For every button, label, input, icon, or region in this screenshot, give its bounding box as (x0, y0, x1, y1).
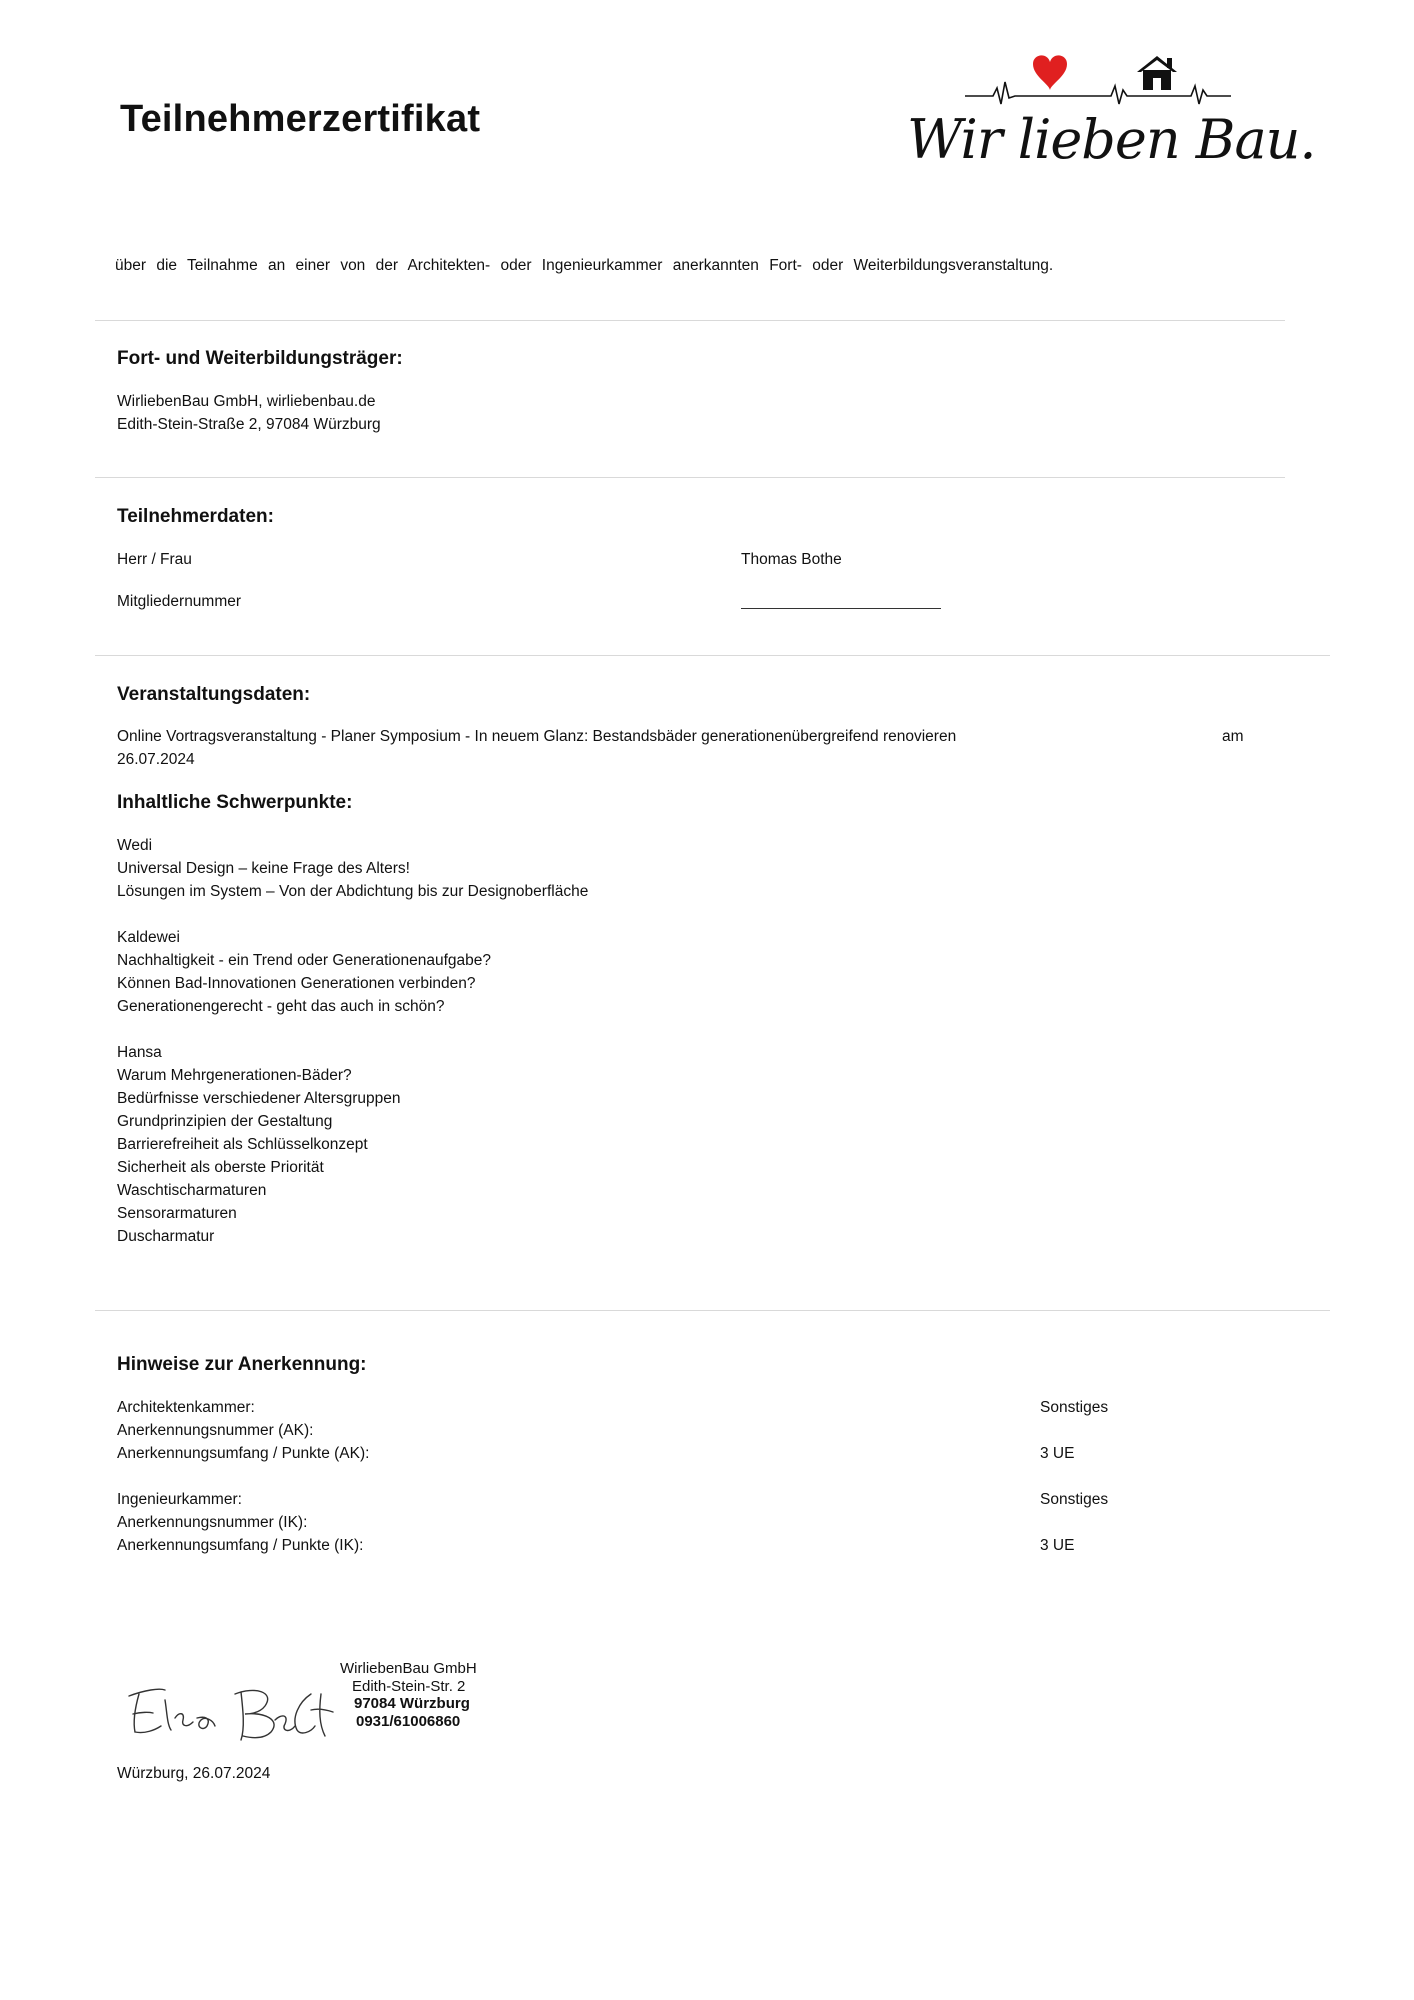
company-stamp (340, 1660, 477, 1730)
topic-item: Grundprinzipien der Gestaltung (117, 1113, 333, 1130)
divider (95, 655, 1330, 656)
topic-item: Duscharmatur (117, 1228, 215, 1245)
event-date-prefix: am (1222, 728, 1244, 745)
stamp-line-4: 0931/61006860 (356, 1712, 461, 1730)
event-description: Online Vortragsveranstaltung - Planer Symposium - In neuem Glanz: Bestandsbäder generationenübergreifend renovieren (117, 728, 957, 745)
ak-chamber-label: Architektenkammer: (117, 1399, 255, 1416)
content-topics (117, 834, 588, 1248)
place-date: Würzburg, 26.07.2024 (117, 1765, 271, 1782)
topic-item: Universal Design – keine Frage des Alters! (117, 860, 410, 877)
logo-wordmark: Wir lieben Bau. (907, 108, 1316, 171)
provider-line-1: WirliebenBau GmbH, wirliebenbau.de (117, 393, 376, 410)
topic-group-title: Wedi (117, 837, 153, 854)
signature (125, 1680, 335, 1755)
ik-chamber-label: Ingenieurkammer: (117, 1491, 242, 1508)
provider-address (117, 390, 381, 436)
topic-spacer (117, 903, 588, 926)
handwritten-signature (125, 1680, 335, 1750)
ak-chamber-value: Sonstiges (1040, 1399, 1109, 1416)
certificate-title: Teilnehmerzertifikat (120, 98, 481, 140)
recognition-values (1040, 1396, 1108, 1557)
recognition-spacer (1040, 1511, 1108, 1534)
divider (95, 320, 1285, 321)
ik-chamber-value: Sonstiges (1040, 1491, 1109, 1508)
topic-item: Waschtischarmaturen (117, 1182, 267, 1199)
ik-number-label: Anerkennungsnummer (IK): (117, 1514, 308, 1531)
topic-item: Sicherheit als oberste Priorität (117, 1159, 324, 1176)
recognition-spacer (1040, 1465, 1108, 1488)
member-number-value (741, 588, 941, 609)
recognition-labels (117, 1396, 369, 1557)
recognition-spacer (1040, 1419, 1108, 1442)
topic-item: Sensorarmaturen (117, 1205, 237, 1222)
house-icon (1137, 56, 1177, 90)
certificate-intro: über die Teilnahme an einer von der Architekten- oder Ingenieurkammer anerkannten Fort- oder Weiterbildungsveranstaltung. (115, 257, 1054, 274)
topic-item: Lösungen im System – Von der Abdichtung bis zur Designoberfläche (117, 883, 589, 900)
topic-group-title: Kaldewei (117, 929, 180, 946)
company-logo (905, 52, 1316, 192)
divider (95, 1310, 1330, 1311)
topic-item: Barrierefreiheit als Schlüsselkonzept (117, 1136, 368, 1153)
participant-heading: Teilnehmerdaten: (117, 506, 274, 527)
provider-line-2: Edith-Stein-Straße 2, 97084 Würzburg (117, 416, 381, 433)
topic-item: Bedürfnisse verschiedener Altersgruppen (117, 1090, 401, 1107)
ak-number-label: Anerkennungsnummer (AK): (117, 1422, 314, 1439)
topic-item: Können Bad-Innovationen Generationen verbinden? (117, 975, 476, 992)
ik-scope-value: 3 UE (1040, 1537, 1075, 1554)
participant-name: Thomas Bothe (741, 551, 842, 568)
topic-item: Nachhaltigkeit - ein Trend oder Generationenaufgabe? (117, 952, 491, 969)
ak-scope-value: 3 UE (1040, 1445, 1075, 1462)
topic-group-title: Hansa (117, 1044, 162, 1061)
topic-spacer (117, 1018, 588, 1041)
heart-icon (1033, 55, 1067, 90)
member-number-label: Mitgliedernummer (117, 593, 242, 610)
ik-scope-label: Anerkennungsumfang / Punkte (IK): (117, 1537, 364, 1554)
stamp-line-1: WirliebenBau GmbH (340, 1660, 477, 1677)
stamp-line-2: Edith-Stein-Str. 2 (352, 1677, 466, 1695)
stamp-line-3: 97084 Würzburg (354, 1695, 470, 1712)
divider (95, 477, 1285, 478)
topic-item: Generationengerecht - geht das auch in schön? (117, 998, 445, 1015)
content-heading: Inhaltliche Schwerpunkte: (117, 792, 353, 813)
topic-item: Warum Mehrgenerationen-Bäder? (117, 1067, 352, 1084)
event-date: 26.07.2024 (117, 751, 195, 768)
event-heading: Veranstaltungsdaten: (117, 684, 311, 705)
provider-heading: Fort- und Weiterbildungsträger: (117, 348, 403, 369)
recognition-heading: Hinweise zur Anerkennung: (117, 1354, 367, 1375)
recognition-spacer (117, 1465, 369, 1488)
ak-scope-label: Anerkennungsumfang / Punkte (AK): (117, 1445, 370, 1462)
salutation-label: Herr / Frau (117, 551, 192, 568)
